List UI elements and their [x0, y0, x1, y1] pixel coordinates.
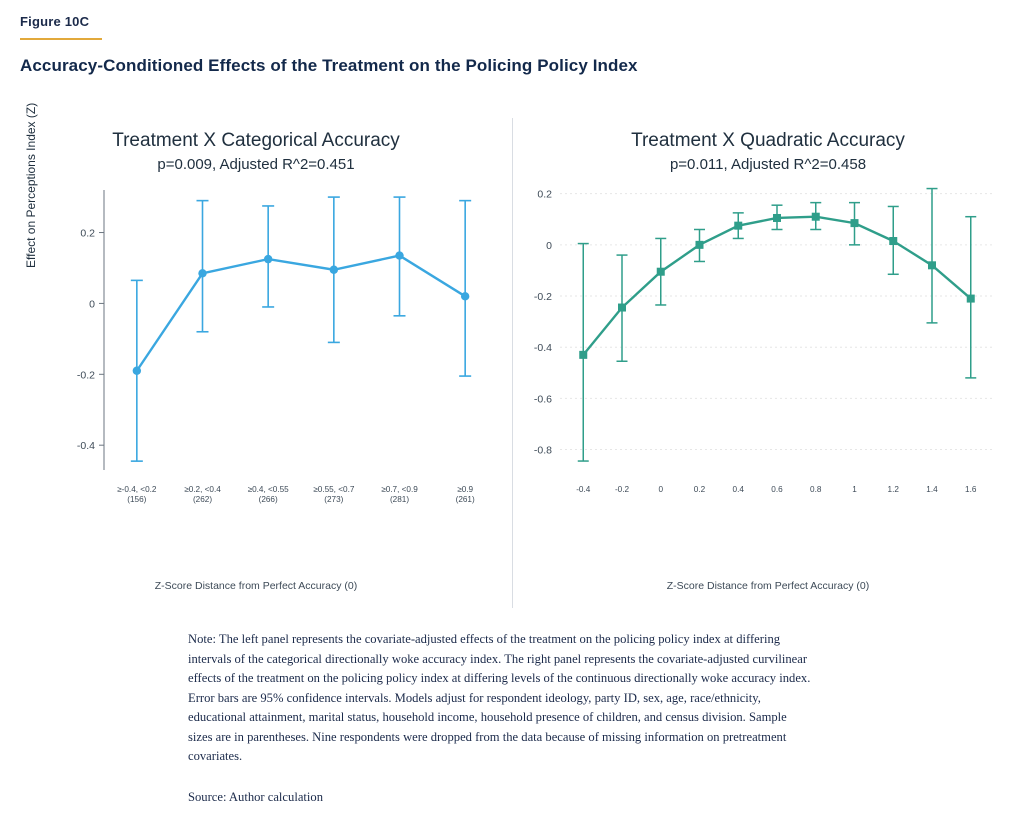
data-point — [928, 261, 936, 269]
y-tick-label: -0.4 — [76, 440, 95, 453]
x-tick-label: 1.4 — [926, 485, 938, 494]
panel-title-left: Treatment X Categorical Accuracy — [112, 130, 400, 151]
x-tick-label: ≥0.55, <0.7 — [313, 485, 355, 494]
x-tick-label: 0 — [658, 485, 664, 494]
panel-subtitle-left: p=0.009, Adjusted R^2=0.451 — [157, 156, 355, 173]
figure-label: Figure 10C — [20, 14, 90, 29]
x-tick-label: ≥0.2, <0.4 — [184, 485, 221, 494]
x-tick-count: (281) — [389, 495, 410, 504]
y-tick-label: 0 — [546, 239, 552, 252]
series-line — [583, 217, 971, 355]
y-tick-label: -0.2 — [533, 291, 552, 304]
x-tick-label: 0.2 — [693, 485, 706, 494]
x-tick-count: (262) — [192, 495, 213, 504]
data-point — [395, 251, 403, 259]
y-tick-label: 0 — [89, 298, 95, 311]
x-tick-label: ≥0.9 — [457, 485, 474, 494]
data-point — [618, 304, 626, 312]
x-tick-label: 0.6 — [771, 485, 783, 494]
figure-note: Note: The left panel represents the covariate-adjusted effects of the treatment on the policing policy index at differing intervals of the categorical directionally woke accuracy index. The right panel represents the covariate-adjusted curvilinear effects of the treatment on the policing policy index at differing levels of the continuous directionally woke accuracy index. Error bars are 95% confidence intervals. Models adjust for respondent ideology, party ID, sex, age, race/ethnicity, educational attainment, marital status, household income, household presence of children, and census division. Sample sizes are in parentheses. Nine respondents were dropped from the data because of missing information on pretreatment covariates. — [188, 632, 811, 764]
figure-source: Source: Author calculation — [188, 790, 323, 804]
x-tick-count: (156) — [127, 495, 147, 504]
x-tick-count: (266) — [258, 495, 278, 504]
x-tick-count: (273) — [324, 495, 344, 504]
x-tick-label: -0.2 — [614, 485, 630, 494]
x-tick-label: ≥0.4, <0.55 — [247, 485, 289, 494]
data-point — [967, 295, 975, 303]
y-tick-label: -0.8 — [533, 444, 552, 457]
data-point — [133, 367, 141, 375]
y-tick-label: -0.6 — [533, 393, 552, 406]
data-point — [889, 237, 897, 245]
y-tick-label: 0.2 — [537, 188, 552, 201]
data-point — [198, 269, 206, 277]
series-line — [137, 256, 465, 371]
x-axis-label-right: Z-Score Distance from Perfect Accuracy (0) — [666, 580, 870, 592]
x-tick-label: ≥0.7, <0.9 — [381, 485, 418, 494]
data-point — [461, 292, 469, 300]
x-tick-label: 0.8 — [810, 485, 822, 494]
page-title: Accuracy-Conditioned Effects of the Treatment on the Policing Policy Index — [20, 56, 638, 75]
chart-panels — [0, 102, 1024, 608]
panel-categorical-accuracy — [0, 102, 512, 608]
data-point — [330, 266, 338, 274]
panel-subtitle-right: p=0.011, Adjusted R^2=0.458 — [669, 156, 867, 173]
x-tick-label: -0.4 — [576, 485, 591, 494]
panel-quadratic-accuracy — [512, 118, 1024, 608]
data-point — [773, 214, 781, 222]
data-point — [579, 351, 587, 359]
y-axis-label-left: Effect on Perceptions Index (Z) — [24, 102, 38, 268]
figure-rule — [20, 38, 102, 40]
x-tick-label: ≥-0.4, <0.2 — [117, 485, 157, 494]
plot-area-right — [512, 178, 1024, 558]
data-point — [696, 241, 704, 249]
data-point — [812, 213, 820, 221]
data-point — [851, 219, 859, 227]
panel-title-right: Treatment X Quadratic Accuracy — [631, 130, 905, 151]
plot-area-left — [0, 178, 512, 558]
x-tick-count: (261) — [455, 495, 475, 504]
x-tick-label: 1 — [852, 485, 857, 494]
y-tick-label: 0.2 — [80, 227, 95, 240]
x-tick-label: 1.2 — [887, 485, 899, 494]
y-tick-label: -0.2 — [76, 369, 95, 382]
x-tick-label: 1.6 — [965, 485, 977, 494]
data-point — [657, 268, 665, 276]
x-axis-label-left: Z-Score Distance from Perfect Accuracy (0) — [154, 580, 358, 592]
data-point — [734, 222, 742, 230]
x-tick-label: 0.4 — [732, 485, 744, 494]
y-tick-label: -0.4 — [533, 342, 552, 355]
data-point — [264, 255, 272, 263]
